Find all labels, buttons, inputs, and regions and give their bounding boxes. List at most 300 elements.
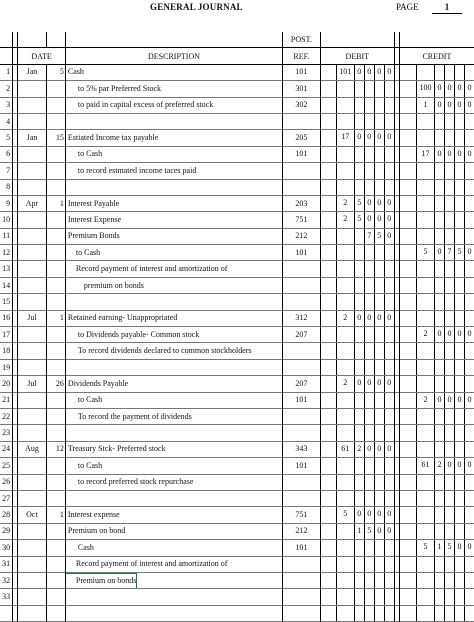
journal-row: [0, 245, 474, 261]
description-cell[interactable]: [65, 359, 282, 375]
description-cell[interactable]: [65, 327, 282, 343]
post-ref-cell[interactable]: 207: [283, 327, 321, 343]
amount-digits: [321, 245, 394, 260]
date-month-cell[interactable]: [18, 245, 46, 261]
date-month-cell[interactable]: [18, 408, 46, 424]
amount-digits: [400, 114, 474, 129]
date-day-cell[interactable]: [46, 97, 65, 113]
description-cell[interactable]: [65, 113, 282, 129]
journal-title: GENERAL JOURNAL: [150, 2, 243, 12]
post-ref-cell[interactable]: 101: [283, 458, 321, 474]
debit-cell[interactable]: [320, 425, 394, 441]
date-month-cell[interactable]: [18, 474, 46, 490]
credit-cell[interactable]: [399, 507, 474, 523]
credit-cell[interactable]: [399, 97, 474, 113]
amount-digit: 0: [434, 98, 444, 113]
line-number: 10: [0, 212, 13, 228]
debit-cell[interactable]: [320, 245, 394, 261]
amount-digit: [434, 606, 444, 621]
post-ref-cell[interactable]: 101: [283, 64, 321, 80]
description-text: Premium on bonds: [66, 574, 136, 588]
post-ref-cell[interactable]: [283, 343, 321, 359]
description-cell[interactable]: [65, 490, 282, 506]
debit-cell[interactable]: [320, 441, 394, 457]
line-number: 31: [0, 556, 13, 572]
amount-digit: 0: [374, 65, 384, 80]
amount-digit: 0: [454, 147, 464, 162]
debit-cell[interactable]: [320, 81, 394, 97]
amount-digit: [336, 261, 354, 276]
date-day-cell[interactable]: [46, 540, 65, 556]
amount-digit: [434, 130, 444, 145]
post-ref-cell[interactable]: 207: [283, 376, 321, 392]
date-day-cell[interactable]: [46, 392, 65, 408]
credit-cell[interactable]: [399, 294, 474, 310]
amount-digit: [336, 81, 354, 96]
amount-digits: [321, 343, 394, 358]
date-day-cell[interactable]: 12: [46, 441, 65, 457]
amount-digit: [364, 245, 374, 260]
post-ref-cell[interactable]: [283, 605, 321, 621]
post-ref-cell[interactable]: [283, 425, 321, 441]
date-day-cell[interactable]: [46, 408, 65, 424]
debit-cell[interactable]: [320, 212, 394, 228]
credit-cell[interactable]: [399, 523, 474, 539]
credit-cell[interactable]: [399, 425, 474, 441]
date-month-cell[interactable]: [18, 163, 46, 179]
debit-cell[interactable]: [320, 458, 394, 474]
post-ref-cell[interactable]: [283, 294, 321, 310]
credit-cell[interactable]: [399, 441, 474, 457]
header-row-2: [0, 48, 474, 64]
date-day-cell[interactable]: [46, 81, 65, 97]
date-month-cell[interactable]: [18, 146, 46, 162]
amount-digit: [354, 294, 364, 309]
date-month-cell[interactable]: [18, 261, 46, 277]
debit-cell[interactable]: [320, 195, 394, 211]
description-cell[interactable]: [65, 474, 282, 490]
description-cell[interactable]: [65, 163, 282, 179]
description-cell[interactable]: [65, 195, 282, 211]
amount-digit: [364, 409, 374, 424]
post-ref-cell[interactable]: [283, 359, 321, 375]
description-cell[interactable]: [65, 540, 282, 556]
description-cell[interactable]: [65, 245, 282, 261]
debit-cell[interactable]: [320, 113, 394, 129]
debit-cell[interactable]: [320, 261, 394, 277]
post-ref-cell[interactable]: 312: [283, 310, 321, 326]
debit-cell[interactable]: [320, 130, 394, 146]
description-cell[interactable]: [65, 277, 282, 293]
amount-digit: [454, 507, 464, 522]
description-cell[interactable]: [65, 81, 282, 97]
description-cell[interactable]: [65, 408, 282, 424]
credit-cell[interactable]: [399, 327, 474, 343]
description-cell[interactable]: [65, 458, 282, 474]
credit-cell[interactable]: [399, 490, 474, 506]
credit-cell[interactable]: [399, 605, 474, 621]
description-cell[interactable]: [65, 146, 282, 162]
date-month-cell[interactable]: Jul: [18, 376, 46, 392]
date-day-cell[interactable]: 1: [46, 310, 65, 326]
date-month-cell[interactable]: Jul: [18, 310, 46, 326]
amount-digits: [400, 98, 474, 113]
debit-cell[interactable]: [320, 310, 394, 326]
post-ref-cell[interactable]: 343: [283, 441, 321, 457]
debit-cell[interactable]: [320, 228, 394, 244]
post-ref-cell[interactable]: 751: [283, 212, 321, 228]
amount-digit: [454, 573, 464, 588]
description-cell[interactable]: [65, 556, 282, 572]
amount-digit: [416, 573, 434, 588]
journal-row: [0, 179, 474, 195]
post-ref-cell[interactable]: 212: [283, 523, 321, 539]
date-day-cell[interactable]: [46, 261, 65, 277]
date-day-cell[interactable]: 26: [46, 376, 65, 392]
amount-digit: [416, 311, 434, 326]
debit-cell[interactable]: [320, 343, 394, 359]
date-day-cell[interactable]: [46, 245, 65, 261]
date-month-cell[interactable]: [18, 392, 46, 408]
date-month-cell[interactable]: Jan: [18, 130, 46, 146]
date-day-cell[interactable]: 15: [46, 130, 65, 146]
date-month-cell[interactable]: [18, 572, 46, 588]
credit-cell[interactable]: [399, 589, 474, 605]
credit-cell[interactable]: [399, 556, 474, 572]
credit-cell[interactable]: [399, 310, 474, 326]
post-ref-cell[interactable]: [283, 261, 321, 277]
credit-cell[interactable]: [399, 376, 474, 392]
date-day-cell[interactable]: [46, 327, 65, 343]
post-ref-cell[interactable]: 751: [283, 507, 321, 523]
amount-digit: 5: [364, 524, 374, 539]
amount-digit: [374, 573, 384, 588]
description-text: to 5% par Preferred Stock: [77, 83, 162, 93]
description-cell[interactable]: [65, 343, 282, 359]
debit-cell[interactable]: [320, 294, 394, 310]
date-month-cell[interactable]: [18, 540, 46, 556]
amount-digit: [384, 425, 394, 440]
amount-digits: [400, 425, 474, 440]
credit-cell[interactable]: [399, 228, 474, 244]
debit-cell[interactable]: [320, 376, 394, 392]
line-number: 1: [0, 64, 13, 80]
amount-digits: [400, 409, 474, 424]
credit-cell[interactable]: [399, 113, 474, 129]
post-ref-cell[interactable]: [283, 589, 321, 605]
debit-cell[interactable]: [320, 507, 394, 523]
credit-cell[interactable]: [399, 408, 474, 424]
amount-digit: [336, 475, 354, 490]
date-month-cell[interactable]: [18, 490, 46, 506]
date-day-cell[interactable]: [46, 605, 65, 621]
credit-cell[interactable]: [399, 261, 474, 277]
date-day-cell[interactable]: 1: [46, 507, 65, 523]
amount-digit: [444, 376, 454, 391]
credit-cell[interactable]: [399, 277, 474, 293]
debit-cell[interactable]: [320, 490, 394, 506]
credit-cell[interactable]: [399, 572, 474, 588]
date-month-cell[interactable]: [18, 228, 46, 244]
amount-digit: [374, 343, 384, 358]
amount-digit: [384, 245, 394, 260]
amount-digits: [400, 360, 474, 375]
date-month-cell[interactable]: [18, 179, 46, 195]
debit-cell[interactable]: [320, 359, 394, 375]
date-day-cell[interactable]: [46, 425, 65, 441]
date-month-cell[interactable]: [18, 359, 46, 375]
post-ref-cell[interactable]: 101: [283, 540, 321, 556]
amount-digit: [464, 573, 474, 588]
date-month-cell[interactable]: [18, 277, 46, 293]
amount-digit: [336, 557, 354, 572]
description-cell[interactable]: [65, 97, 282, 113]
debit-cell[interactable]: [320, 64, 394, 80]
description-cell[interactable]: [65, 507, 282, 523]
post-ref-cell[interactable]: [283, 572, 321, 588]
post-ref-cell[interactable]: 203: [283, 195, 321, 211]
amount-digits: [321, 524, 394, 539]
credit-cell[interactable]: [399, 359, 474, 375]
post-ref-cell[interactable]: 101: [283, 245, 321, 261]
amount-digit: [374, 98, 384, 113]
credit-cell[interactable]: [399, 179, 474, 195]
description-cell[interactable]: [65, 294, 282, 310]
amount-digit: [454, 311, 464, 326]
description-cell[interactable]: [65, 130, 282, 146]
page-number[interactable]: 1: [432, 2, 462, 14]
date-day-cell[interactable]: [46, 343, 65, 359]
amount-digit: [464, 130, 474, 145]
debit-cell[interactable]: [320, 146, 394, 162]
post-ref-cell[interactable]: [283, 556, 321, 572]
description-cell[interactable]: [65, 441, 282, 457]
description-text: to Cash: [77, 460, 103, 470]
amount-digits: [321, 589, 394, 604]
date-day-cell[interactable]: [46, 458, 65, 474]
amount-digit: [384, 540, 394, 555]
date-month-cell[interactable]: [18, 294, 46, 310]
date-month-cell[interactable]: [18, 589, 46, 605]
journal-row: [0, 64, 474, 80]
description-cell[interactable]: [65, 64, 282, 80]
amount-digit: [444, 196, 454, 211]
description-cell[interactable]: [65, 376, 282, 392]
date-day-cell[interactable]: [46, 228, 65, 244]
description-cell[interactable]: [65, 261, 282, 277]
amount-digit: [384, 475, 394, 490]
description-cell[interactable]: [65, 589, 282, 605]
debit-cell[interactable]: [320, 327, 394, 343]
description-cell[interactable]: [65, 572, 282, 588]
debit-cell[interactable]: [320, 474, 394, 490]
date-month-cell[interactable]: [18, 343, 46, 359]
amount-digit: [444, 229, 454, 244]
date-month-cell[interactable]: Jan: [18, 64, 46, 80]
description-cell[interactable]: [65, 228, 282, 244]
description-cell[interactable]: [65, 179, 282, 195]
debit-cell[interactable]: [320, 572, 394, 588]
date-month-cell[interactable]: [18, 523, 46, 539]
date-day-cell[interactable]: [46, 212, 65, 228]
amount-digits: [321, 327, 394, 342]
debit-cell[interactable]: [320, 589, 394, 605]
journal-row: [0, 359, 474, 375]
amount-digit: [454, 196, 464, 211]
debit-cell[interactable]: [320, 163, 394, 179]
amount-digit: [444, 343, 454, 358]
date-month-cell[interactable]: [18, 212, 46, 228]
date-month-cell[interactable]: [18, 556, 46, 572]
credit-cell[interactable]: [399, 458, 474, 474]
post-ref-cell[interactable]: [283, 277, 321, 293]
amount-digit: 0: [444, 327, 454, 342]
date-month-cell[interactable]: [18, 327, 46, 343]
post-ref-cell[interactable]: [283, 474, 321, 490]
amount-digit: 2: [434, 458, 444, 473]
amount-digit: [384, 180, 394, 195]
date-day-cell[interactable]: [46, 490, 65, 506]
date-day-cell[interactable]: [46, 179, 65, 195]
post-ref-cell[interactable]: 101: [283, 146, 321, 162]
amount-digit: [444, 65, 454, 80]
amount-digit: [336, 360, 354, 375]
amount-digit: [354, 278, 364, 293]
post-ref-cell[interactable]: 205: [283, 130, 321, 146]
post-ref-cell[interactable]: [283, 163, 321, 179]
date-month-cell[interactable]: [18, 97, 46, 113]
amount-digit: [374, 327, 384, 342]
date-month-cell[interactable]: Apr: [18, 195, 46, 211]
date-day-cell[interactable]: [46, 572, 65, 588]
amount-digit: 0: [354, 130, 364, 145]
description-text: to Cash: [77, 149, 103, 159]
credit-cell[interactable]: [399, 540, 474, 556]
description-cell[interactable]: [65, 392, 282, 408]
debit-cell[interactable]: [320, 523, 394, 539]
debit-cell[interactable]: [320, 277, 394, 293]
credit-cell[interactable]: [399, 146, 474, 162]
date-day-cell[interactable]: [46, 556, 65, 572]
amount-digits: [400, 245, 474, 260]
amount-digit: 0: [354, 376, 364, 391]
amount-digit: [364, 343, 374, 358]
credit-cell[interactable]: [399, 245, 474, 261]
line-number: 14: [0, 277, 13, 293]
amount-digit: [454, 475, 464, 490]
date-day-cell[interactable]: [46, 474, 65, 490]
credit-cell[interactable]: [399, 212, 474, 228]
date-day-cell[interactable]: [46, 589, 65, 605]
date-month-cell[interactable]: [18, 458, 46, 474]
amount-digit: [364, 163, 374, 178]
amount-digit: [434, 442, 444, 457]
credit-cell[interactable]: [399, 392, 474, 408]
credit-cell[interactable]: [399, 163, 474, 179]
journal-row: [0, 605, 474, 621]
date-day-cell[interactable]: [46, 523, 65, 539]
amount-digit: [464, 376, 474, 391]
date-month-cell[interactable]: Aug: [18, 441, 46, 457]
credit-cell[interactable]: [399, 130, 474, 146]
credit-cell[interactable]: [399, 474, 474, 490]
post-ref-cell[interactable]: 301: [283, 81, 321, 97]
description-cell[interactable]: [65, 310, 282, 326]
date-month-cell[interactable]: [18, 113, 46, 129]
amount-digit: [364, 294, 374, 309]
amount-digit: [464, 114, 474, 129]
date-day-cell[interactable]: [46, 359, 65, 375]
date-day-cell[interactable]: [46, 277, 65, 293]
amount-digit: [464, 557, 474, 572]
post-ref-cell[interactable]: [283, 179, 321, 195]
amount-digit: [374, 261, 384, 276]
debit-cell[interactable]: [320, 408, 394, 424]
post-ref-cell[interactable]: 302: [283, 97, 321, 113]
date-day-cell[interactable]: [46, 163, 65, 179]
post-ref-cell[interactable]: [283, 113, 321, 129]
date-month-cell[interactable]: [18, 605, 46, 621]
amount-digits: [321, 491, 394, 506]
date-day-cell[interactable]: [46, 113, 65, 129]
description-cell[interactable]: [65, 425, 282, 441]
amount-digit: [364, 425, 374, 440]
credit-cell[interactable]: [399, 64, 474, 80]
amount-digit: 5: [336, 507, 354, 522]
amount-digit: [434, 491, 444, 506]
post-ref-cell[interactable]: [283, 408, 321, 424]
date-month-cell[interactable]: [18, 81, 46, 97]
amount-digit: [374, 393, 384, 408]
credit-cell[interactable]: [399, 195, 474, 211]
amount-digit: [336, 409, 354, 424]
debit-cell[interactable]: [320, 179, 394, 195]
date-day-cell[interactable]: 1: [46, 195, 65, 211]
amount-digits: [321, 196, 394, 211]
amount-digit: [416, 261, 434, 276]
amount-digit: 2: [416, 393, 434, 408]
description-text: Interest Expense: [67, 214, 122, 224]
credit-cell[interactable]: [399, 343, 474, 359]
amount-digit: [444, 573, 454, 588]
amount-digit: [384, 606, 394, 621]
post-ref-cell[interactable]: 212: [283, 228, 321, 244]
description-cell[interactable]: [65, 212, 282, 228]
description-cell[interactable]: [65, 605, 282, 621]
date-month-cell[interactable]: Oct: [18, 507, 46, 523]
amount-digits: [321, 540, 394, 555]
amount-digit: [336, 425, 354, 440]
date-day-cell[interactable]: 5: [46, 64, 65, 80]
post-ref-cell[interactable]: 101: [283, 392, 321, 408]
date-day-cell[interactable]: [46, 146, 65, 162]
date-day-cell[interactable]: [46, 294, 65, 310]
amount-digit: [416, 409, 434, 424]
debit-cell[interactable]: [320, 97, 394, 113]
amount-digit: 2: [416, 327, 434, 342]
description-cell[interactable]: [65, 523, 282, 539]
post-ref-cell[interactable]: [283, 490, 321, 506]
amount-digit: [364, 147, 374, 162]
credit-cell[interactable]: [399, 81, 474, 97]
debit-cell[interactable]: [320, 605, 394, 621]
debit-cell[interactable]: [320, 392, 394, 408]
amount-digit: [454, 114, 464, 129]
date-month-cell[interactable]: [18, 425, 46, 441]
debit-cell[interactable]: [320, 556, 394, 572]
debit-cell[interactable]: [320, 540, 394, 556]
amount-digit: [354, 589, 364, 604]
